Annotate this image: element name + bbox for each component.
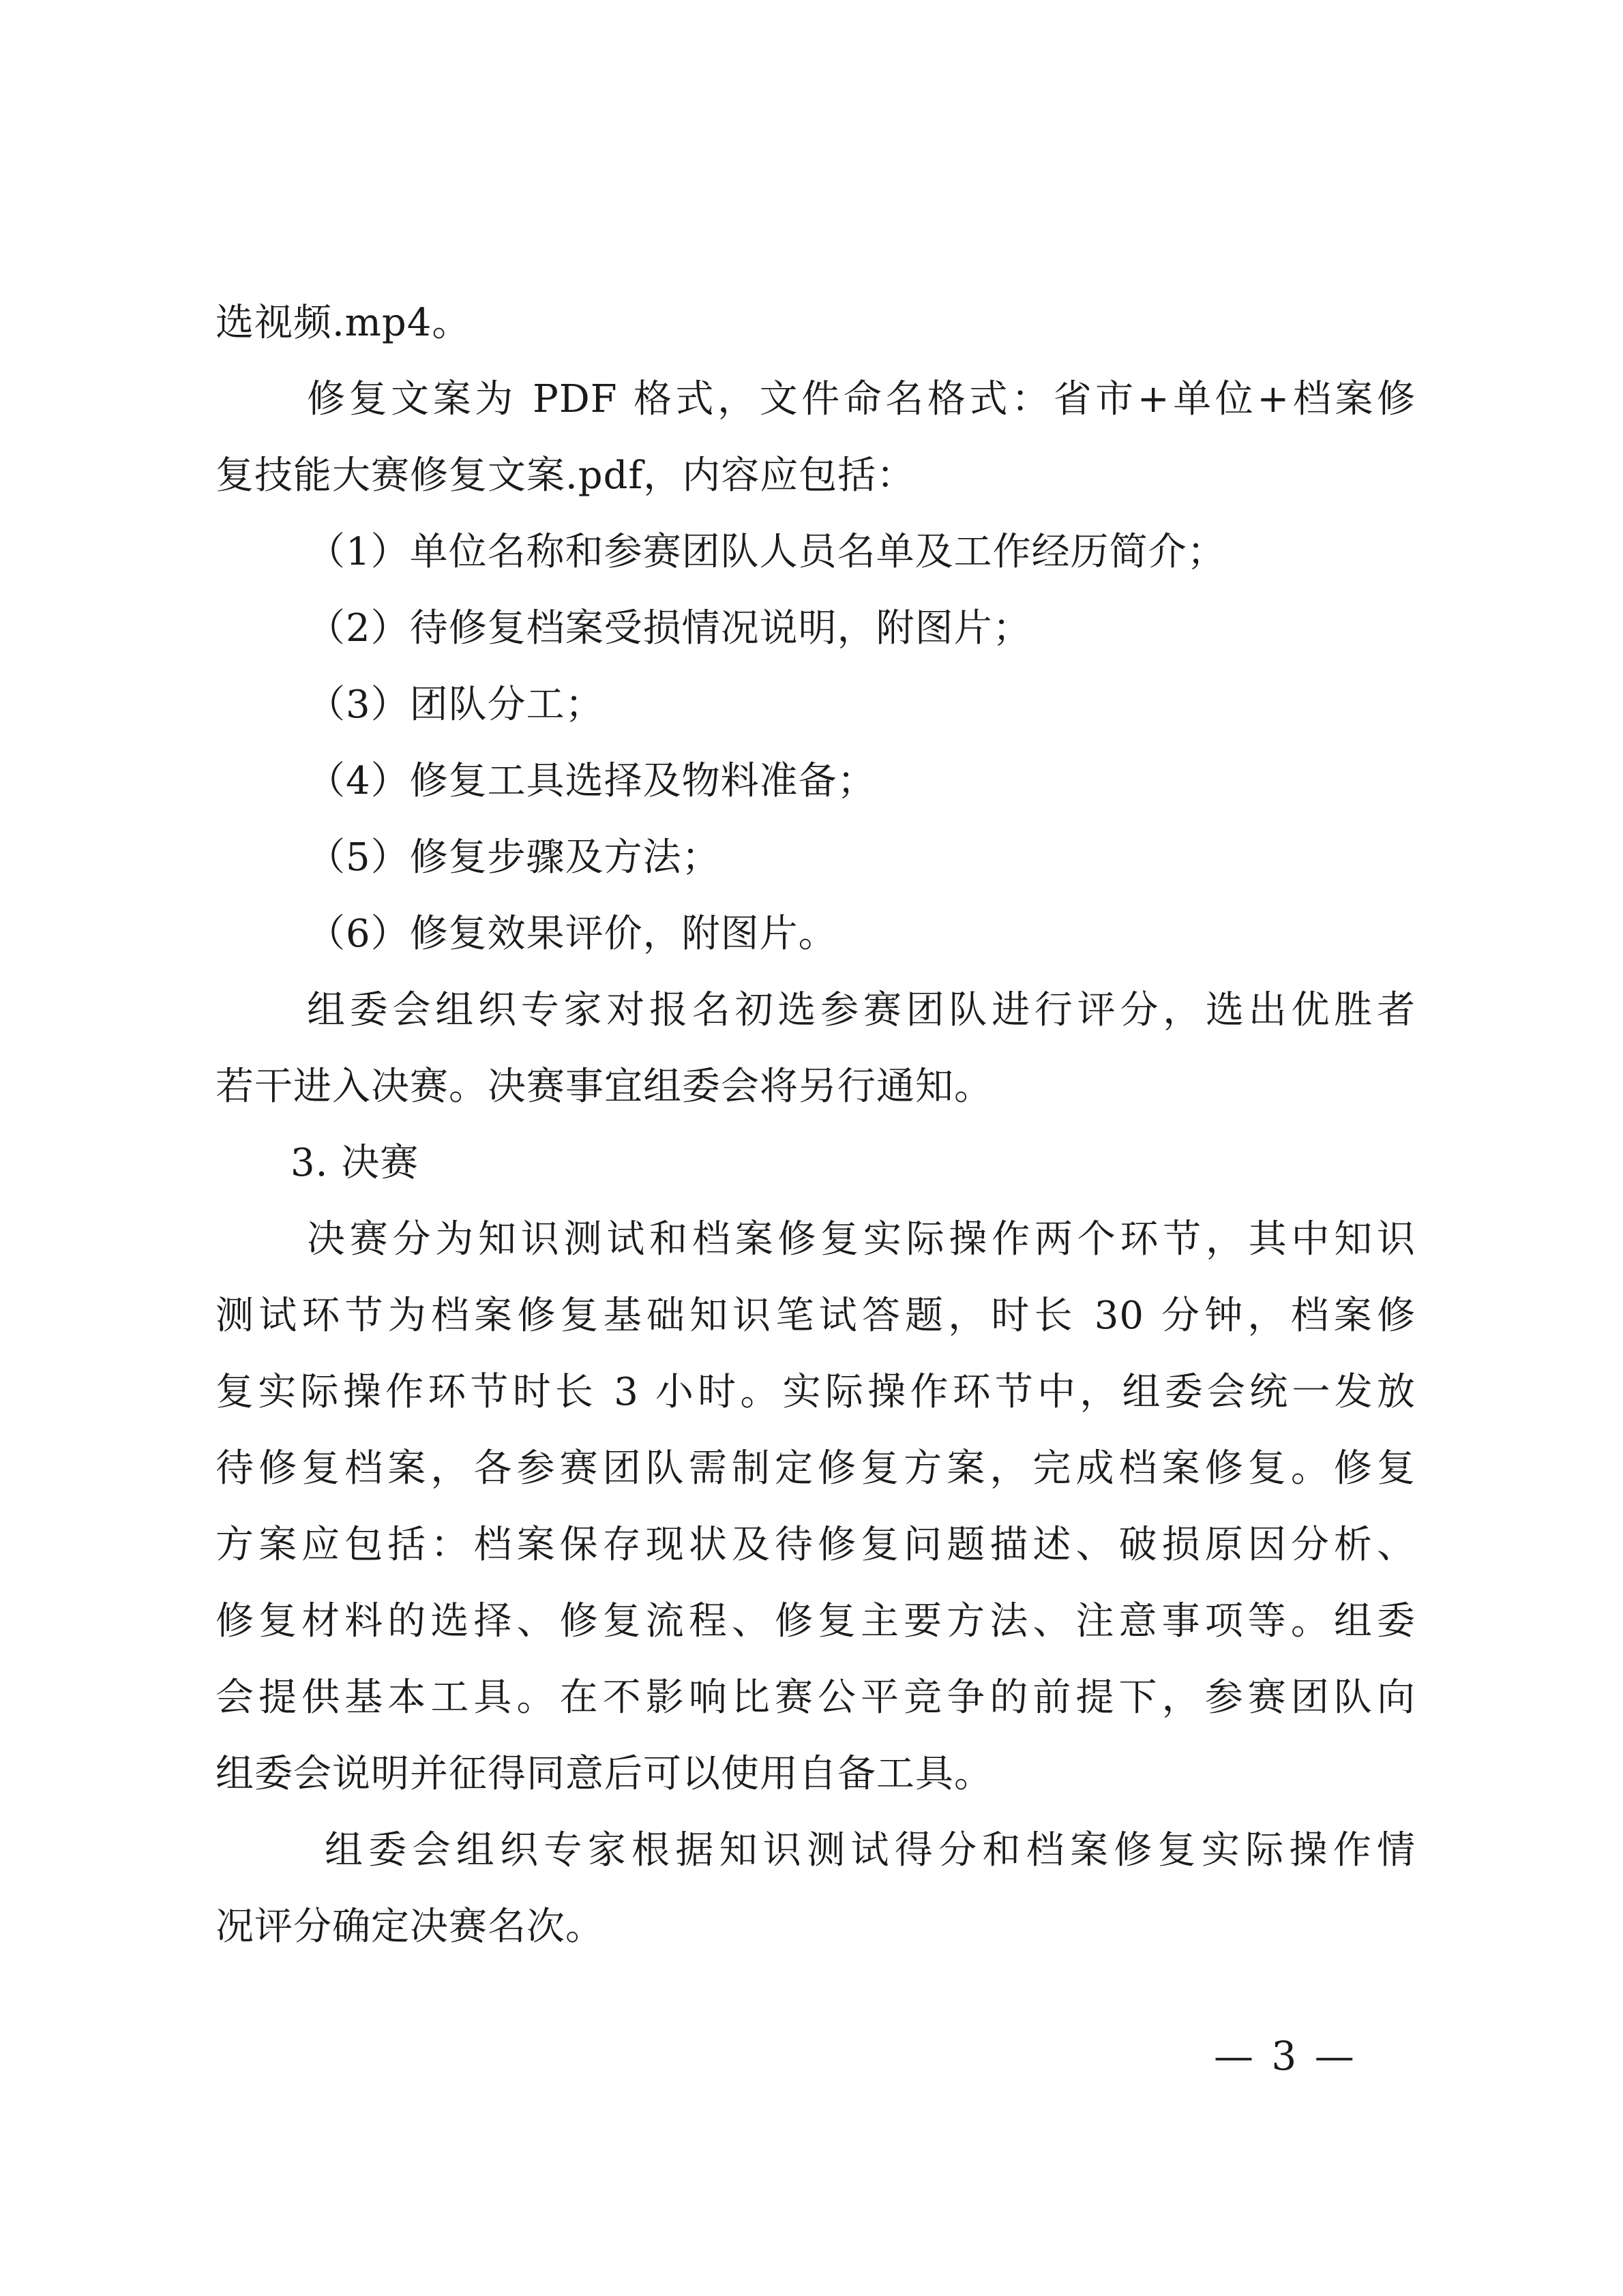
list-item-3: （3）团队分工； (307, 683, 604, 727)
line-final-practice: 复实际操作环节时长 3 小时。实际操作环节中，组委会统一发放 (215, 1370, 1416, 1414)
line-final-tools: 会提供基本工具。在不影响比赛公平竞争的前提下，参赛团队向 (215, 1675, 1416, 1720)
line-final-ranking: 组委会组织专家根据知识测试得分和档案修复实际操作情 (325, 1828, 1416, 1873)
line-final-archives: 待修复档案，各参赛团队需制定修复方案，完成档案修复。修复 (215, 1446, 1416, 1491)
page-number: — 3 — (1214, 2033, 1357, 2079)
list-item-2: （2）待修复档案受损情况说明，附图片； (307, 606, 1032, 651)
list-item-1: （1）单位名称和参赛团队人员名单及工作经历简介； (307, 530, 1226, 574)
body-text (215, 285, 1416, 1965)
line-proposal-filename: 复技能大赛修复文案.pdf，内容应包括： (215, 453, 916, 498)
line-preliminary-review-cont: 若干进入决赛。决赛事宜组委会将另行通知。 (215, 1064, 993, 1109)
list-item-4: （4）修复工具选择及物料准备； (307, 759, 876, 803)
list-item-5: （5）修复步骤及方法； (307, 835, 721, 880)
line-proposal-format: 修复文案为 PDF 格式，文件命名格式：省市+单位+档案修 (307, 377, 1416, 421)
line-final-materials: 修复材料的选择、修复流程、修复主要方法、注意事项等。组委 (215, 1599, 1416, 1643)
line-final-intro: 决赛分为知识测试和档案修复实际操作两个环节，其中知识 (307, 1217, 1416, 1262)
line-final-ranking-cont: 况评分确定决赛名次。 (215, 1905, 604, 1949)
section-heading-final: 3. 决赛 (291, 1141, 419, 1185)
list-item-6: （6）修复效果评价，附图片。 (307, 912, 837, 956)
line-final-own-tools: 组委会说明并征得同意后可以使用自备工具。 (215, 1752, 993, 1796)
line-final-plan: 方案应包括：档案保存现状及待修复问题描述、破损原因分析、 (215, 1523, 1416, 1567)
line-video-filename: 选视频.mp4。 (215, 301, 471, 345)
line-preliminary-review: 组委会组织专家对报名初选参赛团队进行评分，选出优胜者 (307, 988, 1416, 1032)
line-final-test: 测试环节为档案修复基础知识笔试答题，时长 30 分钟，档案修 (215, 1294, 1416, 1338)
